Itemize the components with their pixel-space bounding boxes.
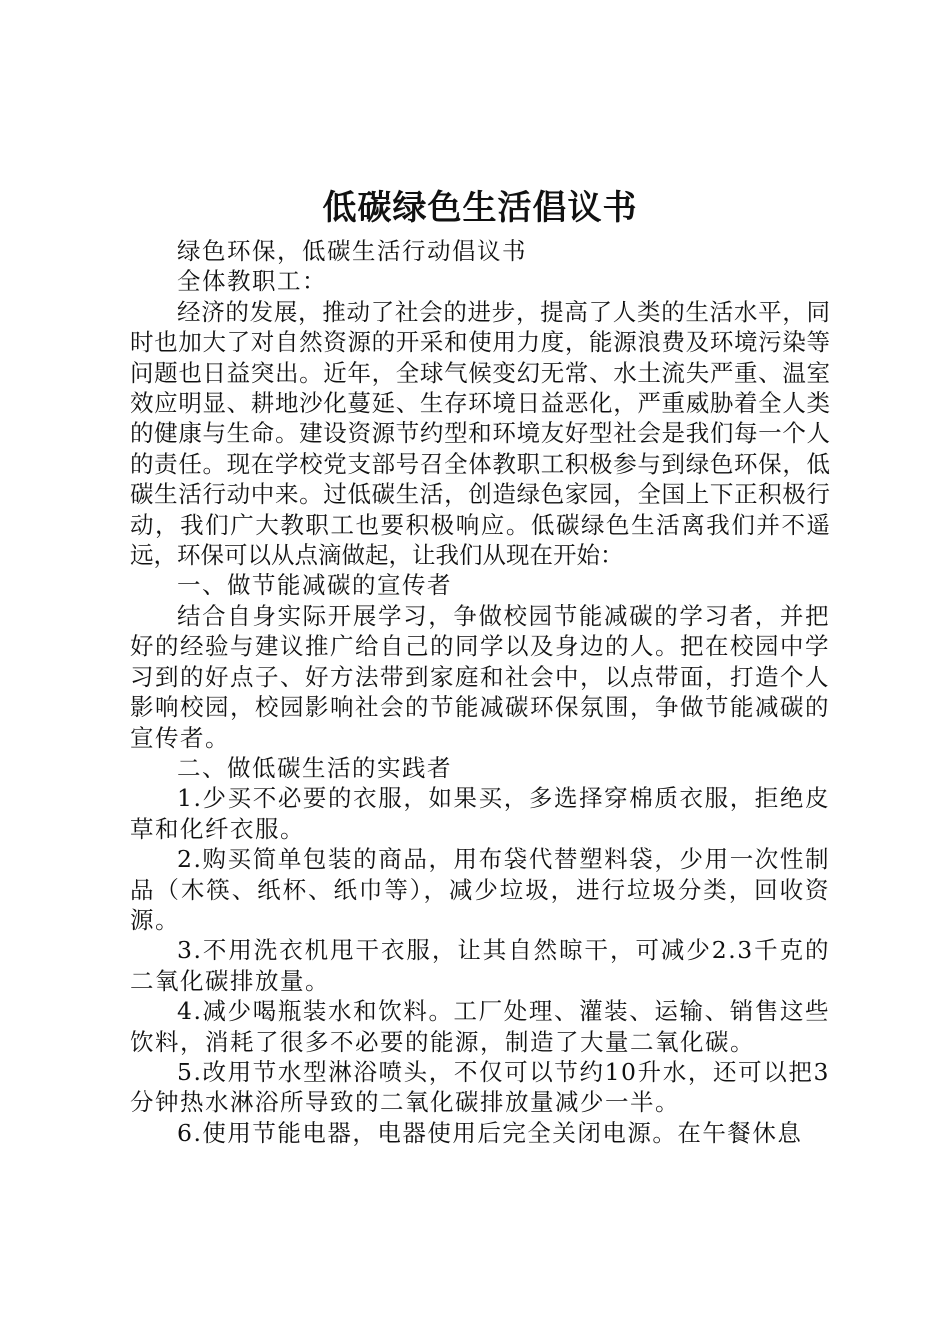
section-heading-1: 一、做节能减碳的宣传者	[177, 571, 452, 600]
document-title: 低碳绿色生活倡议书	[322, 188, 638, 228]
intro-paragraph: 经济的发展，推动了社会的进步，提高了人类的生活水平，同时也加大了对自然资源的开采和使用力度，能源浪费及环境污染等问题也日益突出。近年，全球气候变幻无常、水土流失严重、温室效应明显、耕地沙化蔓延、生存环境日益恶化，严重威胁着全人类的健康与生命。建设资源节约型和环境友好型社会是我们每一个人的责任。现在学校党支部号召全体教职工积极参与到绿色环保，低碳生活行动中来。过低碳生活，创造绿色家园，全国上下正积极行动，我们广大教职工也要积极响应。低碳绿色生活离我们并不遥远，环保可以从点滴做起，让我们从现在开始：	[130, 297, 830, 570]
list-item-3: 3.不用洗衣机甩干衣服，让其自然晾干，可减少2.3千克的二氧化碳排放量。	[130, 936, 830, 995]
section-paragraph-1: 结合自身实际开展学习，争做校园节能减碳的学习者，并把好的经验与建议推广给自己的同学以及身边的人。把在校园中学习到的好点子、好方法带到家庭和社会中，以点带面，打造个人影响校园，校园影响社会的节能减碳环保氛围，争做节能减碳的宣传者。	[130, 601, 830, 752]
list-item-2: 2.购买简单包装的商品，用布袋代替塑料袋，少用一次性制品（木筷、纸杯、纸巾等），减少垃圾，进行垃圾分类，回收资源。	[130, 845, 830, 934]
list-item-4: 4.减少喝瓶装水和饮料。工厂处理、灌装、运输、销售这些饮料，消耗了很多不必要的能源，制造了大量二氧化碳。	[130, 997, 830, 1056]
list-item-6: 6.使用节能电器，电器使用后完全关闭电源。在午餐休息	[177, 1118, 803, 1147]
document-page	[130, 180, 830, 1148]
subtitle-line: 绿色环保，低碳生活行动倡议书	[177, 237, 527, 265]
section-heading-2: 二、做低碳生活的实践者	[177, 753, 452, 782]
list-item-1: 1.少买不必要的衣服，如果买，多选择穿棉质衣服，拒绝皮草和化纤衣服。	[130, 784, 830, 843]
list-item-5: 5.改用节水型淋浴喷头，不仅可以节约10升水，还可以把3分钟热水淋浴所导致的二氧化碳排放量减少一半。	[130, 1057, 830, 1117]
salutation: 全体教职工：	[177, 267, 327, 296]
